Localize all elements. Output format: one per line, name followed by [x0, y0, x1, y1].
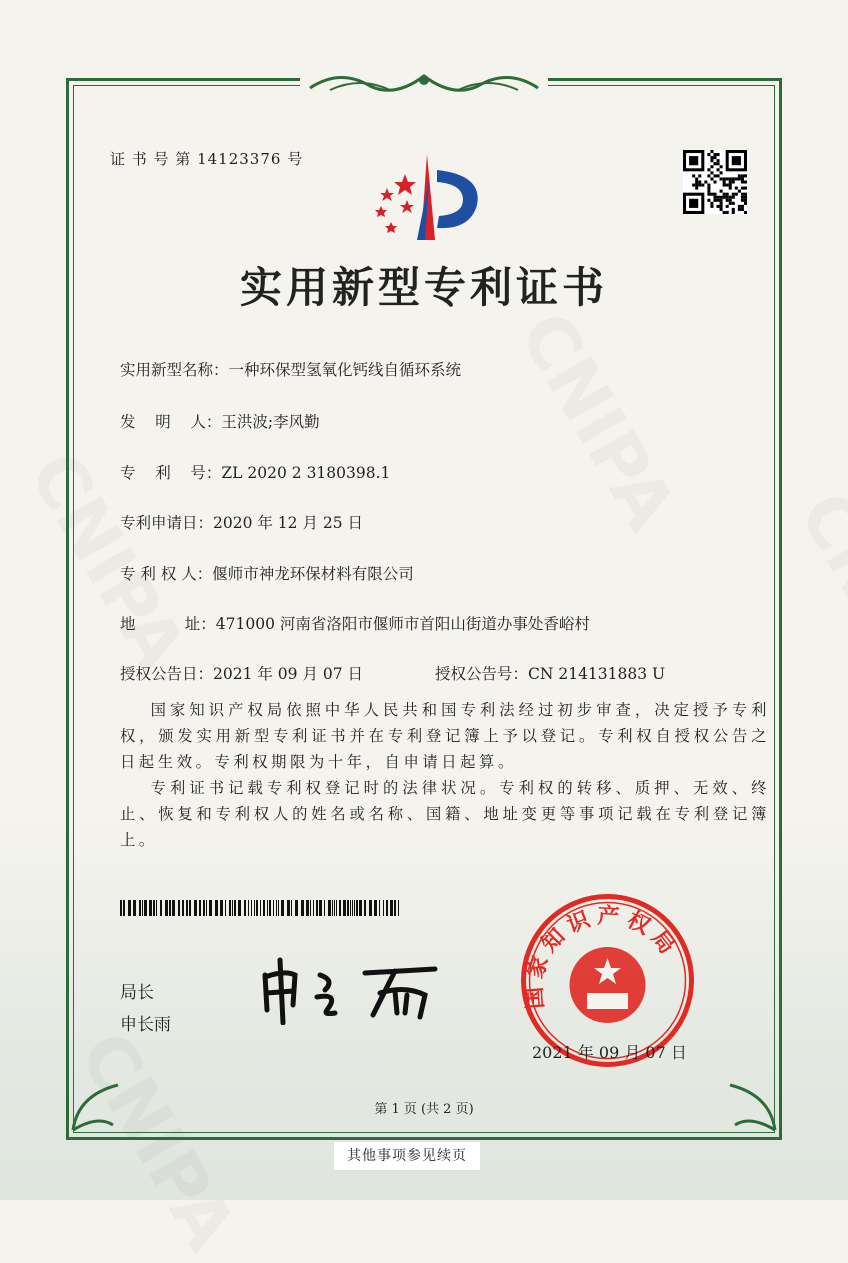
address: 地 址：471000 河南省洛阳市偃师市首阳山街道办事处香峪村: [120, 615, 590, 633]
inventor: 发 明 人：王洪波;李风勤: [120, 413, 320, 431]
seal-date: 2021 年 09 月 07 日: [532, 1043, 687, 1062]
certificate-number: 证 书 号 第 14123376 号: [110, 150, 304, 168]
director-signature: [255, 955, 445, 1025]
statement-paragraph: 国家知识产权局依照中华人民共和国专利法经过初步审查，决定授予专利权，颁发实用新型专利证书并在专利登记簿上予以登记。专利权自授权公告之日起生效。专利权期限为十年，自申请日起算。: [120, 701, 770, 771]
page-title: 实用新型专利证书: [239, 263, 608, 312]
patent-number: 专 利 号：ZL 2020 2 3180398.1: [120, 464, 391, 482]
svg-text:国家知识产权局: 国家知识产权局: [521, 903, 684, 1010]
utility-model-name: 实用新型名称：一种环保型氢氧化钙线自循环系统: [120, 361, 462, 379]
director-name: 申长雨: [120, 1015, 171, 1035]
director-title: 局长: [120, 983, 154, 1003]
top-ornament: [300, 68, 548, 98]
grant-number: 授权公告号：CN 214131883 U: [435, 665, 666, 683]
qr-code: [683, 150, 747, 214]
filing-date: 专利申请日：2020 年 12 月 25 日: [120, 514, 364, 532]
page-number: 第 1 页 (共 2 页): [374, 1102, 474, 1117]
watermark: [783, 479, 848, 724]
statement-paragraph: 专利证书记载专利权登记时的法律状况。专利权的转移、质押、无效、终止、恢复和专利权人的姓名或名称、国籍、地址变更等事项记载在专利登记簿上。: [120, 779, 770, 849]
barcode: [120, 900, 400, 916]
grant-date: 授权公告日：2021 年 09 月 07 日: [120, 665, 364, 683]
cnipa-logo: [365, 150, 485, 245]
patentee: 专 利 权 人：偃师市神龙环保材料有限公司: [120, 565, 414, 583]
continued-note: 其他事项参见续页: [334, 1142, 480, 1170]
